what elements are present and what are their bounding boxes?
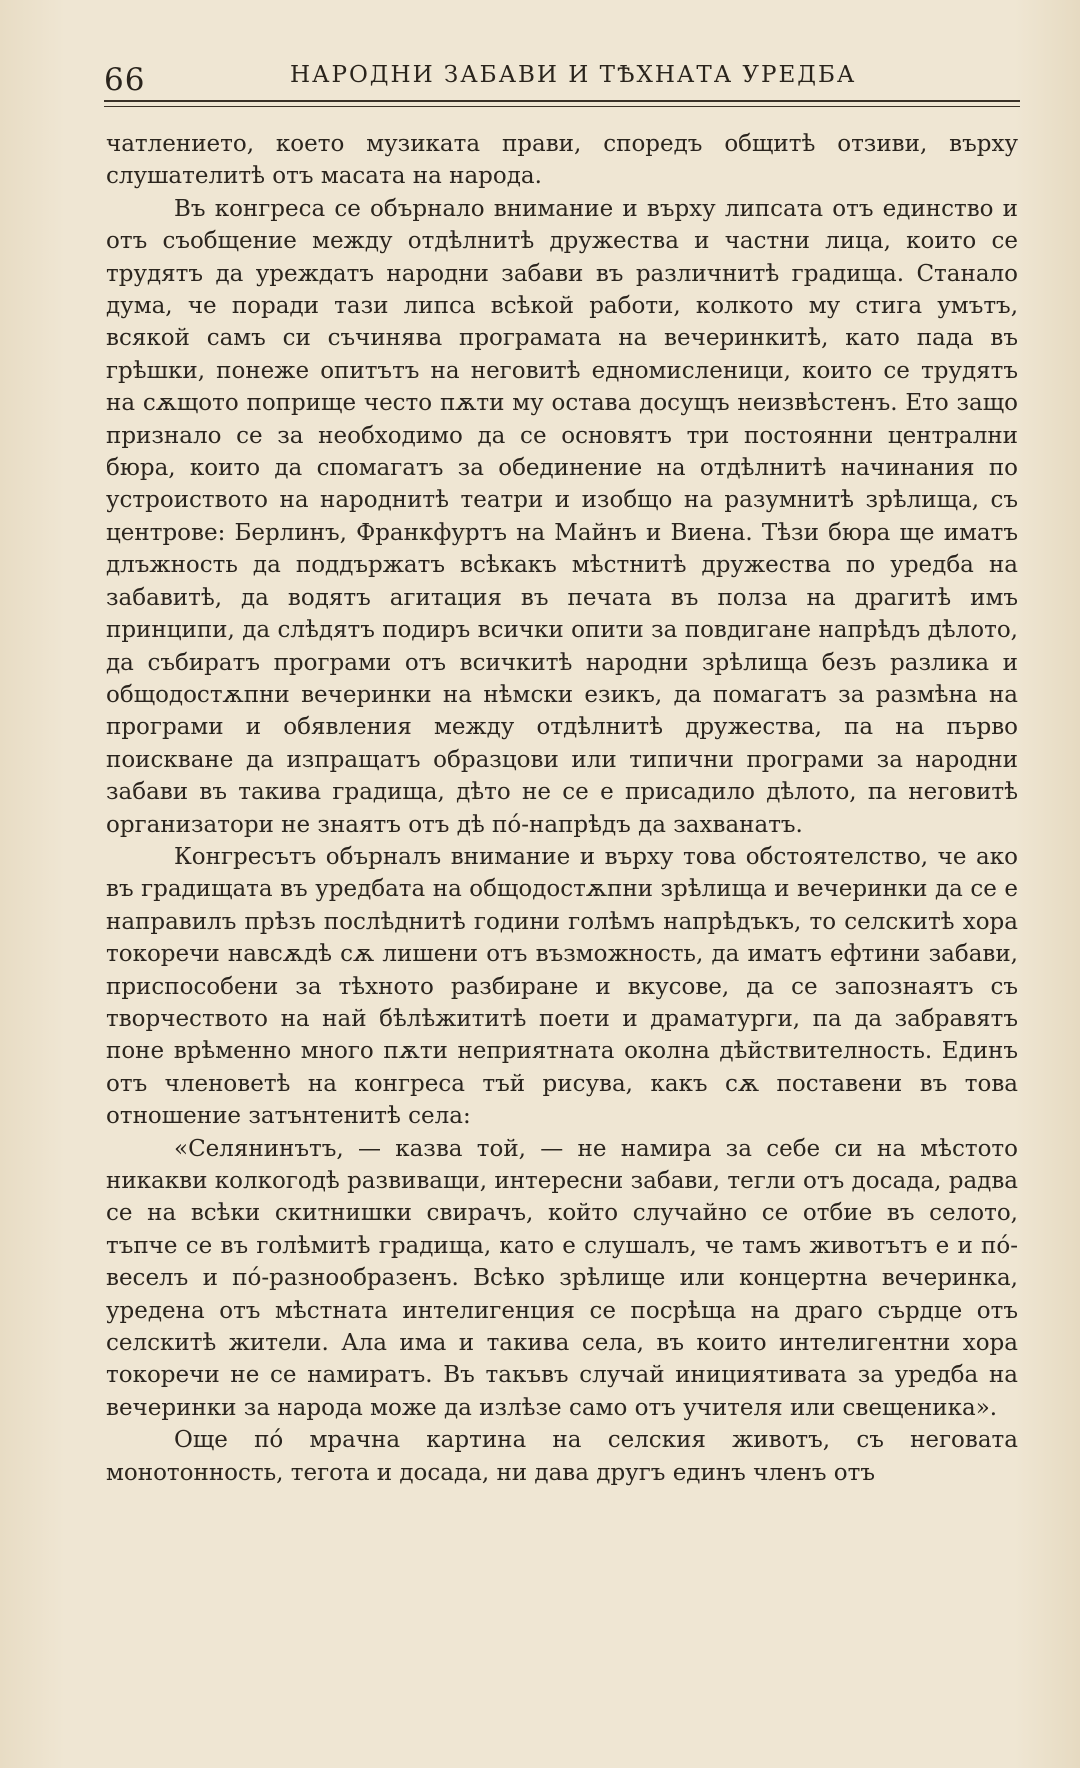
running-title: НАРОДНИ ЗАБАВИ И ТѢХНАТА УРЕДБА: [290, 62, 857, 88]
paragraph-continuation: чатлението, което музиката прави, споредъ общитѣ отзиви, върху слушателитѣ отъ масата на народа.: [106, 131, 1018, 190]
header-rule-thin: [104, 106, 1020, 107]
header-rule: [104, 100, 1020, 102]
page-header: [100, 58, 1020, 98]
body-text: [106, 128, 1018, 1489]
quotation-paragraph: «Селянинътъ, — казва той, — не намира за себе си на мѣстото никакви колкогодѣ развиващи, интересни забави, тегли отъ досада, радва се на всѣки скитнишки свирачъ, който случайно се отбие въ селото, тъпче се въ голѣмитѣ градища, като е слушалъ, че тамъ животътъ е и пó-веселъ и пó-разнообразенъ. Всѣко зрѣлище или концертна вечеринка, уредена отъ мѣстната интелигенция се посрѣща на драго сърдце отъ селскитѣ жители. Ала има и такива села, въ които интелигентни хора токоречи не се намиратъ. Въ такъвъ случай инициятивата за уредба на вечеринки за народа може да излѣзе само отъ учителя или свещеника».: [106, 1135, 1018, 1421]
paragraph: Въ конгреса се обърнало внимание и върху липсата отъ единство и отъ съобщение между отдѣлнитѣ дружества и частни лица, които се трудятъ да уреждатъ народни забави въ различнитѣ градища. Станало дума, че поради тази липса всѣкой работи, колкото му стига умътъ, всякой самъ си съчинява програмата на вечеринкитѣ, като пада въ грѣшки, понеже опитътъ на неговитѣ едномисленици, които се трудятъ на сѫщото поприще често пѫти му остава досущъ неизвѣстенъ. Ето защо признало се за необходимо да се основятъ три постоянни централни бюра, които да спомагатъ за обединение на отдѣлнитѣ начинания по устроиството на народнитѣ театри и изобщо на разумнитѣ зрѣлища, съ центрове: Берлинъ, Франкфуртъ на Майнъ и Виена. Тѣзи бюра ще иматъ длъжность да поддържатъ всѣкакъ мѣстнитѣ дружества по уредба на забавитѣ, да водятъ агитация въ печата въ полза на драгитѣ имъ принципи, да слѣдятъ подиръ всички опити за повдигане напрѣдъ дѣлото, да събиратъ програми отъ всичкитѣ народни зрѣлища безъ разлика и общодостѫпни вечеринки на нѣмски езикъ, да помагатъ за размѣна на програми и обявления между отдѣлнитѣ дружества, па на първо поискване да изпращатъ образцови или типични програми за народни забави въ такива градища, дѣто не се е присадило дѣлото, па неговитѣ организатори не знаятъ отъ дѣ пó-напрѣдъ да захванатъ.: [106, 195, 1018, 838]
paragraph: Конгресътъ обърналъ внимание и върху това обстоятелство, че ако въ градищата въ уредбата на общодостѫпни зрѣлища и вечеринки да се е направилъ прѣзъ послѣднитѣ години голѣмъ напрѣдъкъ, то селскитѣ хора токоречи навсѫдѣ сѫ лишени отъ възможность, да иматъ ефтини забави, приспособени за тѣхното разбиране и вкусове, да се запознаятъ съ творчеството на най бѣлѣжититѣ поети и драматурги, па да забравятъ поне врѣменно много пѫти неприятната околна дѣйствителность. Единъ отъ членоветѣ на конгреса тъй рисува, какъ сѫ поставени въ това отношение затънтенитѣ села:: [106, 843, 1018, 1130]
paragraph: Още пó мрачна картина на селския животъ, съ неговата монотонность, тегота и досада, ни дава другъ единъ членъ отъ: [106, 1427, 1018, 1486]
page-number: 66: [104, 62, 146, 98]
